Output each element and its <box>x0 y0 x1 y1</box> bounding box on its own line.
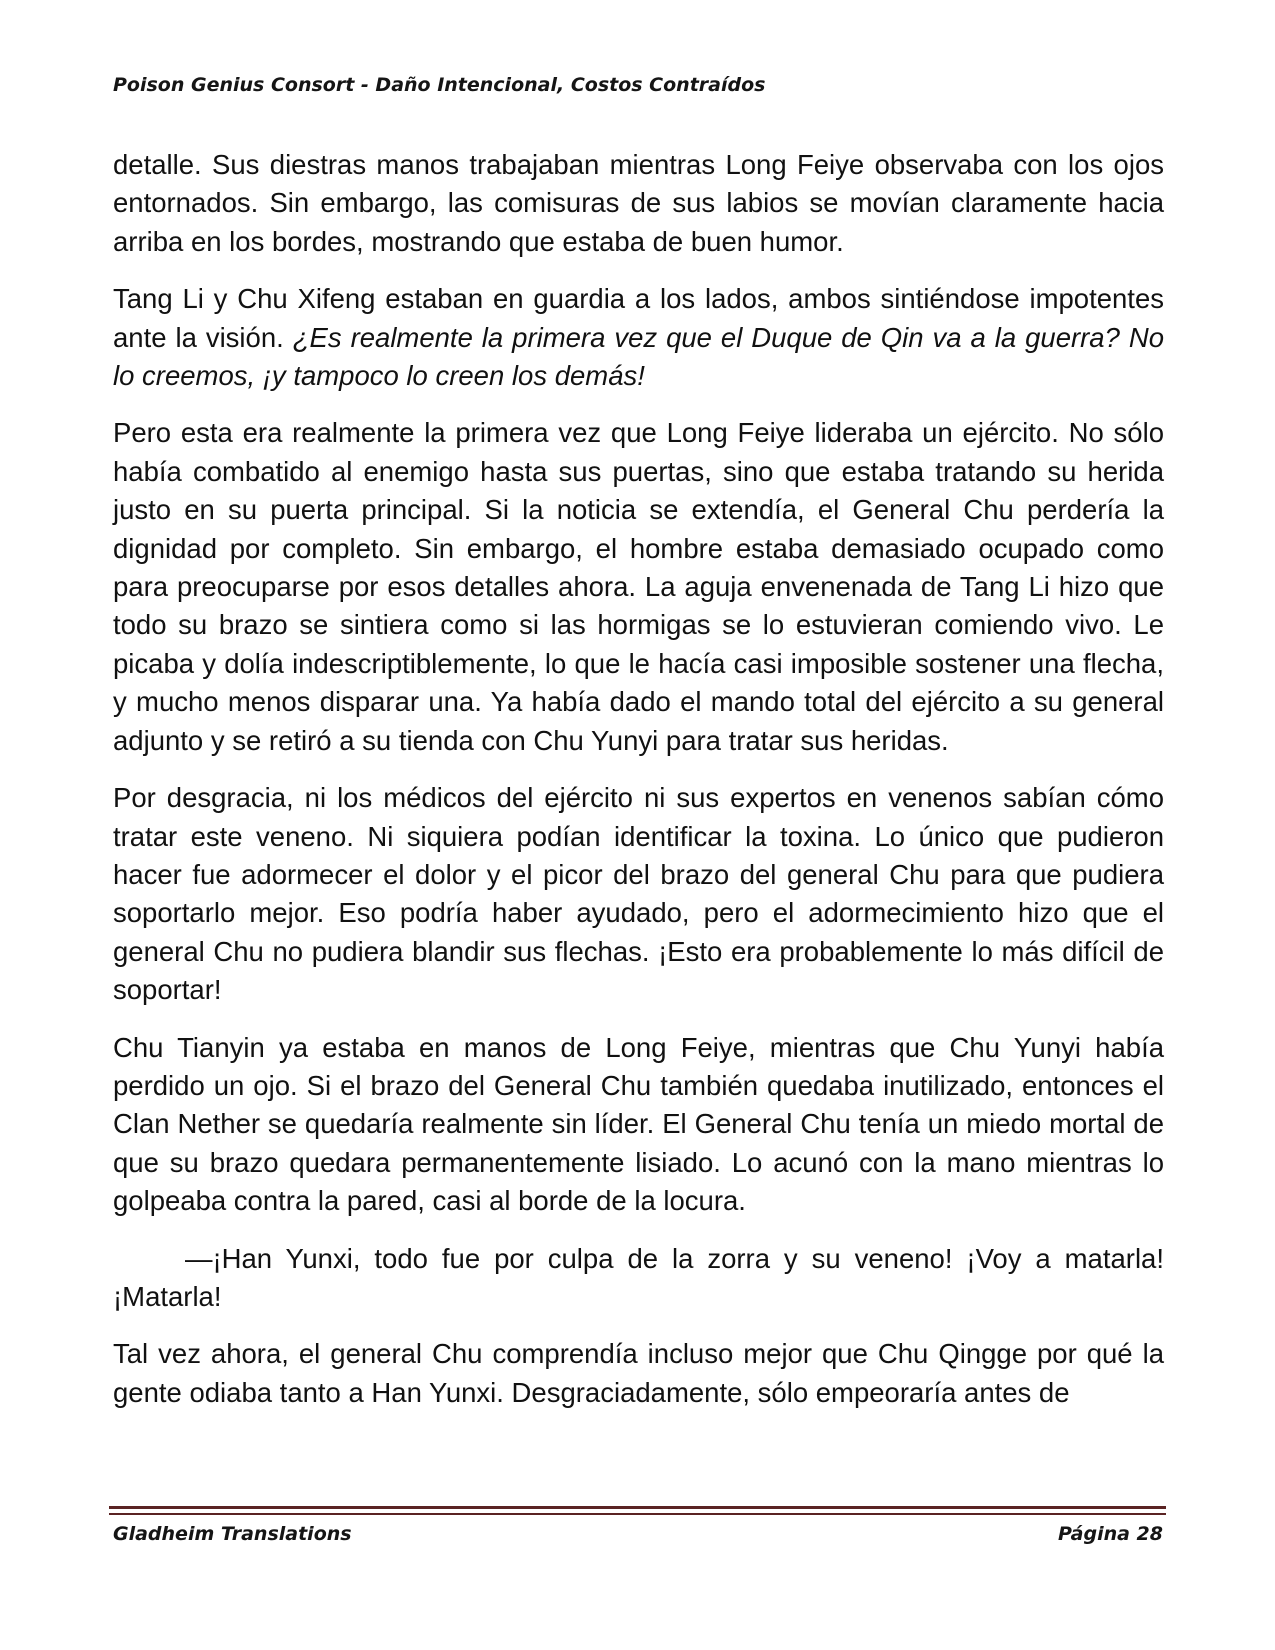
paragraph-2 <box>113 280 1164 395</box>
dialogue-line: —¡Han Yunxi, todo fue por culpa de la zorra y su veneno! ¡Voy a matarla! ¡Matarla! <box>113 1242 1164 1312</box>
page-header-title: Poison Genius Consort - Daño Intencional, Costos Contraídos <box>113 74 766 96</box>
footer-publisher: Gladheim Translations <box>113 1523 352 1545</box>
paragraph-2-italic-thought: ¿Es realmente la primera vez que el Duque de Qin va a la guerra? No lo creemos, ¡y tampoco lo creen los demás! <box>113 321 1165 392</box>
paragraph-3: Pero esta era realmente la primera vez que Long Feiye lideraba un ejército. No sólo había combatido al enemigo hasta sus puertas, sino que estaba tratando su herida justo en su puerta principal. Si la noticia se extendía, el General Chu perdería la dignidad por completo. Sin embargo, el hombre estaba demasiado ocupado como para preocuparse por esos detalles ahora. La aguja envenenada de Tang Li hizo que todo su brazo se sintiera como si las hormigas se lo estuvieran comiendo vivo. Le picaba y dolía indescriptiblemente, lo que le hacía casi imposible sostener una flecha, y mucho menos disparar una. Ya había dado el mando total del ejército a su general adjunto y se retiró a su tienda con Chu Yunyi para tratar sus heridas. <box>113 417 1164 756</box>
paragraph-1: detalle. Sus diestras manos trabajaban mientras Long Feiye observaba con los ojos entornados. Sin embargo, las comisuras de sus labios se movían claramente hacia arriba en los bordes, mostrando que estaba de buen humor. <box>113 149 1164 257</box>
page-body <box>113 146 1164 1431</box>
footer-page-number: Página 28 <box>1057 1523 1163 1545</box>
paragraph-7: Tal vez ahora, el general Chu comprendía incluso mejor que Chu Qingge por qué la gente odiaba tanto a Han Yunxi. Desgraciadamente, sólo empeoraría antes de <box>113 1338 1164 1408</box>
footer-divider <box>109 1506 1166 1515</box>
paragraph-2-text: Tang Li y Chu Xifeng estaban en guardia a los lados, ambos sintiéndose impotentes ante la visión. <box>113 283 1164 353</box>
paragraph-4: Por desgracia, ni los médicos del ejército ni sus expertos en venenos sabían cómo tratar este veneno. Ni siquiera podían identificar la toxina. Lo único que pudieron hacer fue adormecer el dolor y el picor del brazo del general Chu para que pudiera soportarlo mejor. Eso podría haber ayudado, pero el adormecimiento hizo que el general Chu no pudiera blandir sus flechas. ¡Esto era probablemente lo más difícil de soportar! <box>113 782 1164 1006</box>
paragraph-5: Chu Tianyin ya estaba en manos de Long Feiye, mientras que Chu Yunyi había perdido un ojo. Si el brazo del General Chu también quedaba inutilizado, entonces el Clan Nether se quedaría realmente sin líder. El General Chu tenía un miedo mortal de que su brazo quedara permanentemente lisiado. Lo acunó con la mano mientras lo golpeaba contra la pared, casi al borde de la locura. <box>113 1031 1164 1217</box>
